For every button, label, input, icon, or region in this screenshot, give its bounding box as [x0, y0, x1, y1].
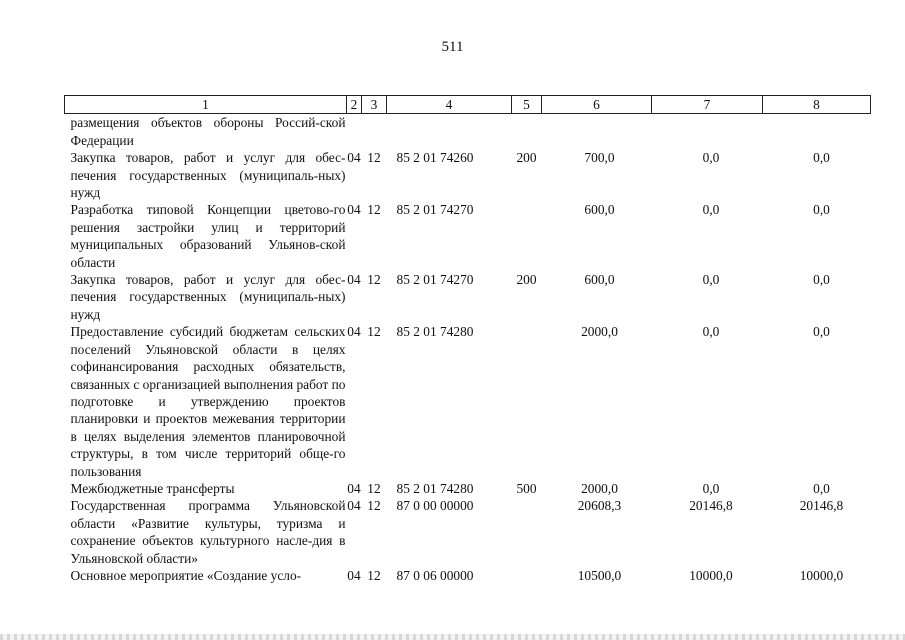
- row-subsection: [362, 114, 387, 149]
- table-row: [65, 567, 871, 584]
- row-amount-col8: 0,0: [813, 480, 830, 496]
- row-amount-col8: 0,0: [813, 272, 830, 288]
- table-row: [65, 114, 871, 149]
- header-col-3: 3: [362, 96, 387, 114]
- row-target-code: [387, 114, 512, 149]
- header-row: [65, 96, 871, 114]
- row-target-code: 85 2 01 74270: [396, 272, 474, 288]
- row-amount-col8: 10000,0: [799, 567, 844, 583]
- row-amount-col6: 10500,0: [577, 567, 622, 583]
- row-subsection: 12: [367, 567, 381, 583]
- header-col-2: 2: [347, 96, 362, 114]
- row-name: Разработка типовой Концепции цветово-го решения застройки улиц и территорий муниципальных образований Ульянов-ской области: [70, 202, 346, 270]
- row-expense-type: 200: [516, 150, 537, 166]
- table-row: [65, 480, 871, 497]
- row-section: 04: [347, 324, 361, 340]
- row-expense-type: 200: [516, 272, 537, 288]
- row-amount-col7: 10000,0: [689, 567, 733, 583]
- row-amount-col8: [763, 114, 871, 149]
- row-amount-col7: 0,0: [702, 202, 720, 218]
- row-target-code: 85 2 01 74260: [396, 150, 474, 166]
- row-amount-col6: [542, 114, 652, 149]
- row-amount-col8: 0,0: [813, 150, 830, 166]
- row-target-code: 85 2 01 74280: [396, 480, 474, 496]
- row-subsection: 12: [367, 202, 381, 218]
- row-amount-col6: 600,0: [584, 272, 615, 288]
- row-section: [347, 114, 362, 149]
- row-section: 04: [347, 498, 361, 514]
- row-name: размещения объектов обороны Россий-ской Федерации: [70, 115, 346, 148]
- row-expense-type: [512, 201, 542, 271]
- row-name: Основное мероприятие «Создание усло-: [70, 567, 302, 583]
- row-amount-col6: 600,0: [584, 202, 615, 218]
- row-expense-type: [512, 567, 542, 584]
- row-name: Государственная программа Ульяновской области «Развитие культуры, туризма и сохранение объектов культурного насле-дия в Ульяновской области»: [70, 498, 346, 566]
- row-amount-col7: 0,0: [702, 272, 720, 288]
- header-col-8: 8: [763, 96, 871, 114]
- row-amount-col6: 700,0: [584, 150, 615, 166]
- row-amount-col7: 0,0: [702, 150, 720, 166]
- header-col-1: 1: [65, 96, 347, 114]
- row-target-code: 85 2 01 74280: [396, 324, 474, 340]
- header-col-4: 4: [387, 96, 512, 114]
- table-row: [65, 149, 871, 201]
- row-expense-type: [512, 114, 542, 149]
- row-section: 04: [347, 480, 361, 496]
- header-col-6: 6: [542, 96, 652, 114]
- row-expense-type: [512, 497, 542, 567]
- header-col-7: 7: [652, 96, 763, 114]
- row-expense-type: [512, 323, 542, 480]
- row-amount-col6: 20608,3: [577, 498, 622, 514]
- row-subsection: 12: [367, 150, 381, 166]
- row-target-code: 87 0 06 00000: [396, 567, 474, 583]
- row-amount-col6: 2000,0: [581, 324, 618, 340]
- row-subsection: 12: [367, 324, 381, 340]
- row-subsection: 12: [367, 480, 381, 496]
- table-row: [65, 271, 871, 323]
- row-amount-col7: 0,0: [702, 480, 720, 496]
- row-amount-col8: 0,0: [813, 324, 830, 340]
- row-section: 04: [347, 202, 361, 218]
- table-header: [65, 96, 871, 114]
- table-row: [65, 323, 871, 480]
- row-section: 04: [347, 272, 361, 288]
- row-expense-type: 500: [516, 480, 537, 496]
- budget-table: [64, 95, 871, 584]
- row-amount-col8: 0,0: [813, 202, 830, 218]
- table-row: [65, 497, 871, 567]
- row-amount-col7: 20146,8: [689, 498, 733, 514]
- row-subsection: 12: [367, 272, 381, 288]
- row-section: 04: [347, 150, 361, 166]
- row-section: 04: [347, 567, 361, 583]
- row-amount-col7: [652, 114, 763, 149]
- row-subsection: 12: [367, 498, 381, 514]
- row-amount-col8: 20146,8: [799, 498, 844, 514]
- scan-bottom-edge: [0, 634, 905, 640]
- row-name: Закупка товаров, работ и услуг для обес-печения государственных (муниципаль-ных) нужд: [70, 272, 346, 322]
- row-name: Межбюджетные трансферты: [70, 480, 235, 496]
- page-number: 511: [441, 39, 464, 55]
- row-target-code: 87 0 00 00000: [396, 498, 474, 514]
- table-row: [65, 201, 871, 271]
- row-amount-col7: 0,0: [702, 324, 720, 340]
- row-name: Предоставление субсидий бюджетам сельских поселений Ульяновской области в целях софинансирования расходных обязательств, связанных с организацией выполнения работ по подготовке и утверждению проектов планировки и проектов межевания территории в целях выделения элементов планировочной структуры, в том числе территорий обще-го пользования: [70, 324, 346, 479]
- row-amount-col6: 2000,0: [581, 480, 618, 496]
- header-col-5: 5: [512, 96, 542, 114]
- row-target-code: 85 2 01 74270: [396, 202, 474, 218]
- row-name: Закупка товаров, работ и услуг для обес-печения государственных (муниципаль-ных) нужд: [70, 150, 346, 201]
